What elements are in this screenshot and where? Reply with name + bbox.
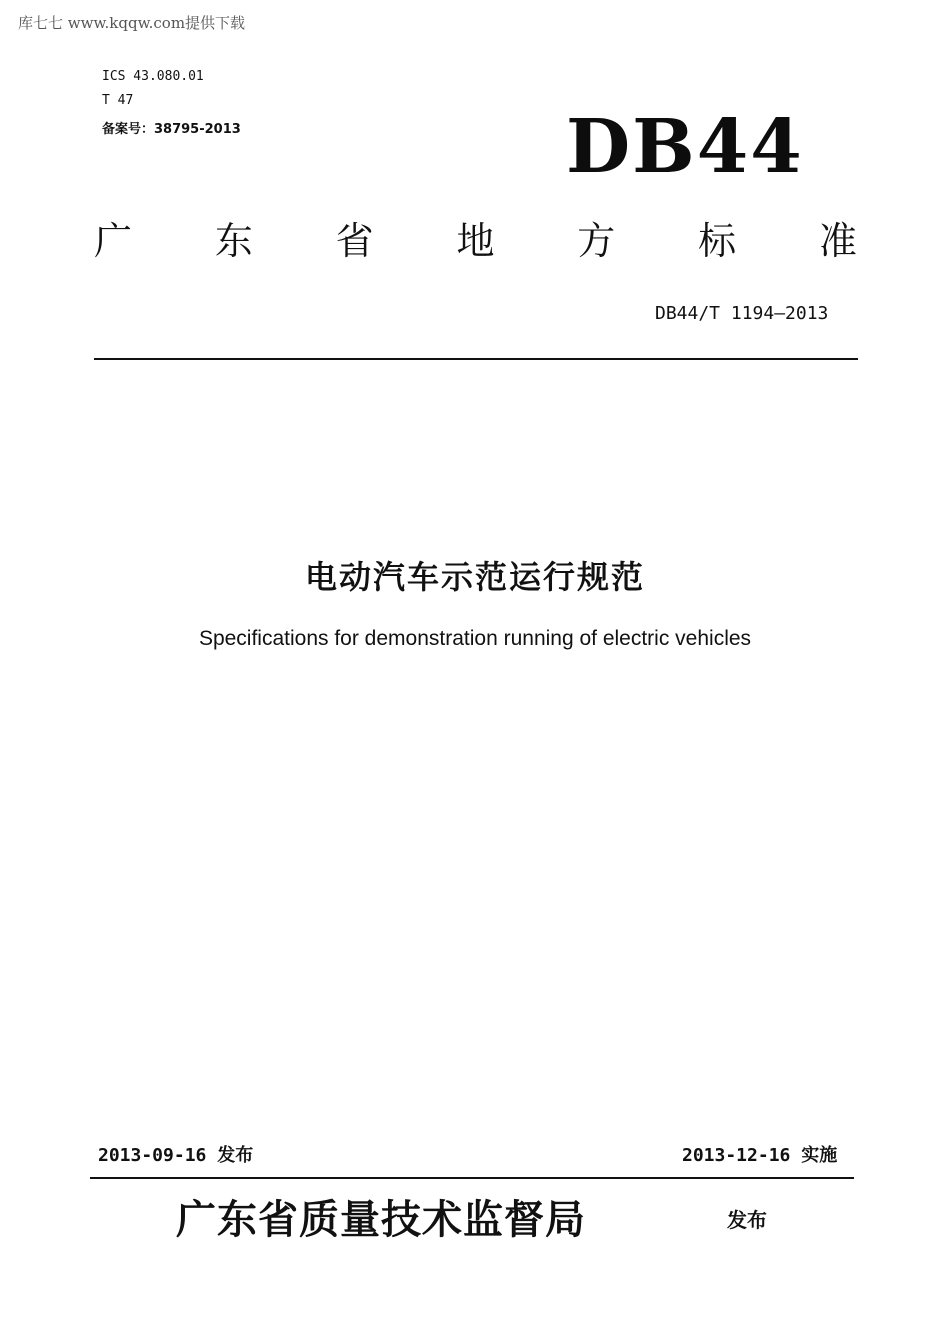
watermark-text: 库七七 www.kqqw.com提供下载 xyxy=(18,14,246,32)
implementation-date: 2013-12-16 实施 xyxy=(682,1145,838,1166)
standard-type-char: 准 xyxy=(818,219,857,263)
standard-type-char: 东 xyxy=(214,219,253,263)
standard-type-char: 地 xyxy=(456,219,495,263)
top-divider xyxy=(94,358,858,360)
standard-type-char: 省 xyxy=(335,219,374,263)
issue-date: 2013-09-16 发布 xyxy=(98,1145,254,1166)
standard-type-title xyxy=(88,210,863,265)
standard-type-char: 方 xyxy=(577,219,616,263)
bottom-divider xyxy=(90,1177,854,1179)
standard-code-logo: DB44 xyxy=(566,104,804,190)
standard-number: DB44/T 1194—2013 xyxy=(655,303,829,324)
standard-type-char: 标 xyxy=(698,219,737,263)
document-title-english: Specifications for demonstration running of electric vehicles xyxy=(198,627,752,650)
standard-type-char: 广 xyxy=(93,219,132,263)
ics-code: ICS 43.080.01 xyxy=(102,69,204,84)
issuing-authority: 广东省质量技术监督局 xyxy=(176,1196,586,1243)
record-number: 备案号：38795-2013 xyxy=(102,122,241,137)
document-title-chinese: 电动汽车示范运行规范 xyxy=(304,558,645,596)
classification-code: T 47 xyxy=(102,93,134,108)
issue-label: 发布 xyxy=(727,1208,767,1232)
